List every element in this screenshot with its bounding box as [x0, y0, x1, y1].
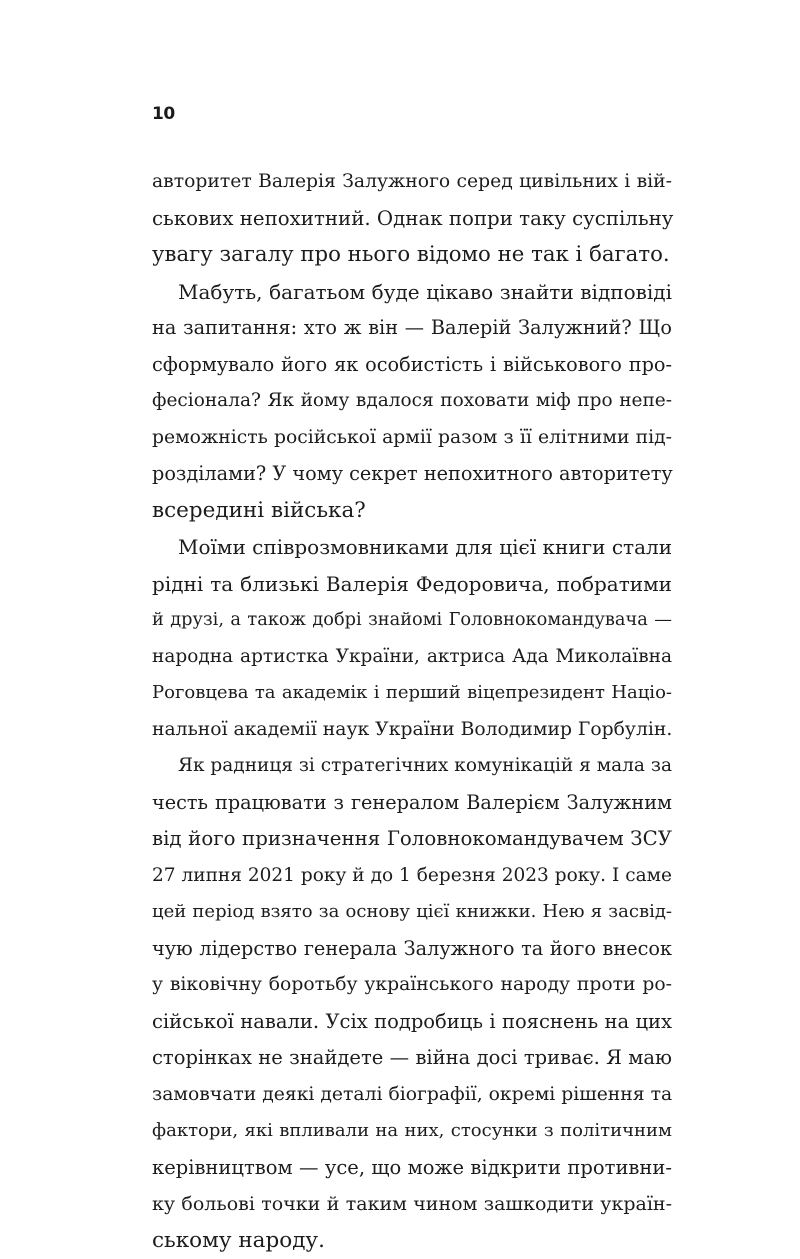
text-line: цей період взято за основу цієї книжки. Нею я засвід- [152, 894, 672, 931]
text-line: сформувало його як особистість і військового про- [152, 347, 672, 384]
text-line: ськових непохитний. Однак попри таку суспільну [152, 201, 672, 238]
body-text [152, 164, 672, 1259]
text-line: ському народу. [152, 1223, 672, 1259]
text-line: Роговцева та академік і перший віцепрезидент Націо- [152, 675, 672, 712]
text-line: від його призначення Головнокомандувачем ЗСУ [152, 821, 672, 858]
text-line: нальної академії наук України Володимир Горбулін. [152, 712, 672, 749]
text-line: ку больові точки й таким чином зашкодити україн- [152, 1186, 672, 1223]
text-line: рідні та близькі Валерія Федоровича, побратими [152, 566, 672, 603]
text-line: на запитання: хто ж він — Валерій Залужний? Що [152, 310, 672, 347]
text-line: увагу загалу про нього відомо не так і багато. [152, 237, 672, 274]
text-line: й друзі, а також добрі знайомі Головнокомандувача — [152, 602, 672, 639]
text-line: Як радниця зі стратегічних комунікацій я мала за [152, 748, 672, 785]
text-line: керівництвом — усе, що може відкрити противни- [152, 1150, 672, 1187]
text-line: авторитет Валерія Залужного серед цивільних і вій- [152, 164, 672, 201]
text-line: сійської навали. Усіх подробиць і пояснень на цих [152, 1004, 672, 1041]
text-line: честь працювати з генералом Валерієм Залужним [152, 785, 672, 822]
text-line: у віковічну боротьбу українського народу проти ро- [152, 967, 672, 1004]
text-line: Моїми співрозмовниками для цієї книги стали [152, 529, 672, 566]
text-line: чую лідерство генерала Залужного та його внесок [152, 931, 672, 968]
text-line: фактори, які впливали на них, стосунки з політичним [152, 1113, 672, 1150]
text-line: всередині війська? [152, 493, 672, 530]
text-line: реможність російської армії разом з її елітними під- [152, 420, 672, 457]
text-line: Мабуть, багатьом буде цікаво знайти відповіді [152, 274, 672, 311]
text-line: фесіонала? Як йому вдалося поховати міф про непе- [152, 383, 672, 420]
page-number: 10 [152, 104, 175, 124]
text-line: сторінках не знайдете — війна досі триває. Я маю [152, 1040, 672, 1077]
text-line: народна артистка України, актриса Ада Миколаївна [152, 639, 672, 676]
text-line: замовчати деякі деталі біографії, окремі рішення та [152, 1077, 672, 1114]
text-line: 27 липня 2021 року й до 1 березня 2023 року. І саме [152, 858, 672, 895]
text-line: розділами? У чому секрет непохитного авторитету [152, 456, 672, 493]
